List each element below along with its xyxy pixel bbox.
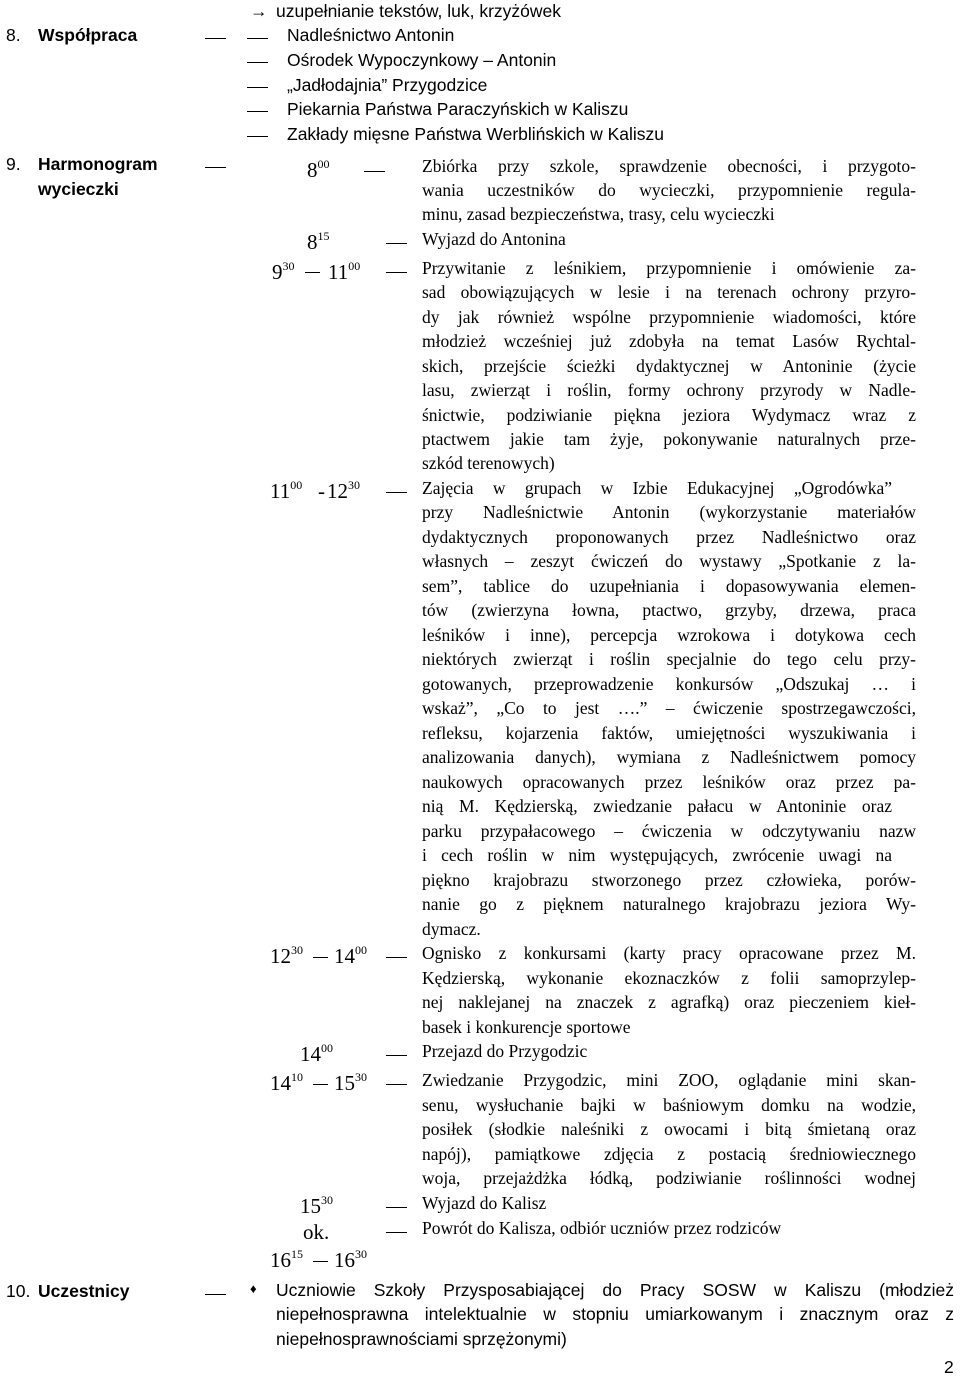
activity-text: Zbiórka przy szkole, sprawdzenie obecności, i przygoto- <box>422 156 916 176</box>
activity-text: sad obowiązujących w lesie i na terenach ochrony przyro- <box>422 282 916 302</box>
time-range-sep <box>313 1084 328 1085</box>
s8-item-dash <box>247 38 268 39</box>
activity-text: basek i konkurencje sportowe <box>422 1017 631 1037</box>
activity-text: Zwiedzanie Przygodzic, mini ZOO, oglądanie mini skan- <box>422 1070 916 1090</box>
time-dash <box>386 1055 407 1056</box>
time-range-end: $12^{30}$ <box>327 478 360 503</box>
s8-item: Ośrodek Wypoczynkowy – Antonin <box>287 50 557 70</box>
activity-text: woja, przejażdżka łódką, podziwianie roślinności wodnej <box>422 1168 916 1188</box>
activity-text: sem”, tablice do uzupełniania i dopasowywania elemen- <box>422 576 916 596</box>
activity-text: Wyjazd do Antonina <box>422 229 566 249</box>
activity-text: Przywitanie z leśnikiem, przypomnienie i omówienie za- <box>422 258 916 278</box>
time-range-end: $14^{00}$ <box>334 943 367 968</box>
activity-text: własnych – zeszyt ćwiczeń do wystawy „Spotkanie z la- <box>422 551 916 571</box>
participants-text: niepełnosprawna intelektualnie w stopniu umiarkowanym i znacznym oraz z <box>276 1304 954 1324</box>
activity-text: minu, zasad bezpieczeństwa, trasy, celu wycieczki <box>422 204 775 224</box>
page-number: 2 <box>944 1357 954 1377</box>
activity-text: skich, przejście ścieżki dydaktycznej w Antoninie (życie <box>422 356 916 376</box>
s8-item: Piekarnia Państwa Paraczyńskich w Kaliszu <box>287 99 629 119</box>
activity-text: wania uczestników do wycieczki, przypomnienie regula- <box>422 180 916 200</box>
activity-text: Powrót do Kalisza, odbiór uczniów przez rodziców <box>422 1218 782 1238</box>
section-10-title: Uczestnicy <box>38 1281 130 1301</box>
activity-text: Wyjazd do Kalisz <box>422 1193 547 1213</box>
section-9-title-line2: wycieczki <box>38 179 119 199</box>
section-8-dash <box>205 38 226 39</box>
activity-text: gotowanych, przeprowadzenie konkursów „Odszukaj … i <box>422 674 916 694</box>
activity-text: senu, wysłuchanie bajki w baśniowym domku na wodzie, <box>422 1095 916 1115</box>
time-start: $15^{30}$ <box>300 1193 333 1218</box>
s8-item-dash <box>247 62 268 63</box>
activity-text: parku przypałacowego – ćwiczenia w odczytywaniu nazw <box>422 821 916 841</box>
time-dash <box>386 492 407 493</box>
activity-text: lasu, zwierząt i roślin, formy ochrony przyrody w Nadle- <box>422 380 916 400</box>
activity-text: wskaż”, „Co to jest ….” – ćwiczenie spostrzegawczości, <box>422 698 916 718</box>
activity-text: szkód terenowych) <box>422 453 555 473</box>
activity-text: Kędzierską, wykonanie ekoznaczków z folii samoprzylep- <box>422 968 916 988</box>
participants-text: Uczniowie Szkoły Przysposabiającej do Pracy SOSW w Kaliszu (młodzież <box>276 1280 954 1300</box>
activity-text: nej naklejanej na znaczek z agrafką) oraz pieczeniem kieł- <box>422 992 916 1012</box>
activity-text: Zajęcia w grupach w Izbie Edukacyjnej „Ogrodówka” <box>422 478 892 498</box>
activity-text: nią M. Kędzierską, zwiedzanie pałacu w Antoninie oraz <box>422 796 892 816</box>
time-range-sep: - <box>318 479 325 503</box>
top-text: uzupełnianie tekstów, luk, krzyżówek <box>276 1 561 21</box>
activity-text: Przejazd do Przygodzic <box>422 1041 588 1061</box>
time-range-sep <box>313 957 328 958</box>
activity-text: dymacz. <box>422 919 481 939</box>
section-9-dash <box>205 167 226 168</box>
activity-text: refleksu, kojarzenia faktów, umiejętności wyszukiwania i <box>422 723 916 743</box>
activity-text: Ognisko z konkursami (karty pracy opracowane przez M. <box>422 943 916 963</box>
time-dash <box>386 1207 407 1208</box>
activity-text: nanie go z pięknem naturalnego krajobrazu jeziora Wy- <box>422 894 916 914</box>
s8-item-dash <box>247 87 268 88</box>
activity-text: śnictwie, podziwianie piękna jeziora Wydymacz wraz z <box>422 405 916 425</box>
time-range: $14^{10}$ <box>270 1070 303 1095</box>
top-arrow: → <box>250 1 268 21</box>
section-10-dash <box>205 1294 226 1295</box>
section-9-title: Harmonogram <box>38 154 158 174</box>
time-prefix: ok. <box>303 1220 330 1244</box>
activity-text: naukowych opracowanych przez leśników oraz przez pa- <box>422 772 916 792</box>
s8-item-dash <box>247 136 268 137</box>
time-range: $16^{15}$ <box>270 1247 303 1272</box>
activity-text: napój), pamiątkowe zdjęcia z postacią średniowiecznego <box>422 1144 916 1164</box>
time-range: $11^{00}$ <box>270 478 303 503</box>
time-dash <box>386 272 407 273</box>
time-dash <box>386 1084 407 1085</box>
activity-text: tów (zwierzyna łowna, ptactwo, grzyby, drzewa, praca <box>422 600 916 620</box>
time-dash <box>386 957 407 958</box>
section-8-title: Współpraca <box>38 25 138 45</box>
time-range-end: $15^{30}$ <box>334 1070 367 1095</box>
time-dash <box>386 243 407 244</box>
time-start: $14^{00}$ <box>300 1041 333 1066</box>
s8-item: Zakłady mięsne Państwa Werblińskich w Kaliszu <box>287 124 665 144</box>
time-range-sep <box>313 1261 328 1262</box>
bullet-icon: ♦ <box>250 1281 257 1296</box>
time-range-end: $11^{00}$ <box>328 259 361 284</box>
s8-item: Nadleśnictwo Antonin <box>287 25 455 45</box>
activity-text: i cech roślin w nim występujących, zwrócenie uwagi na <box>422 845 892 865</box>
section-9-number: 9. <box>6 154 21 174</box>
time-start: $8^{00}$ <box>307 157 330 182</box>
activity-text: dy jak również wspólne przypomnienie wiadomości, które <box>422 307 916 327</box>
time-start: $8^{15}$ <box>307 229 330 254</box>
participants-text: niepełnosprawnościami sprzężonymi) <box>276 1329 567 1349</box>
activity-text: posiłek (słodkie naleśniki z owocami i bitą śmietaną oraz <box>422 1119 916 1139</box>
activity-text: ptactwem jakie tam żyje, pokonywanie naturalnych prze- <box>422 429 916 449</box>
s8-item: „Jadłodajnia” Przygodzice <box>287 75 488 95</box>
time-range-end: $16^{30}$ <box>334 1247 367 1272</box>
s8-item-dash <box>247 111 268 112</box>
activity-text: leśników i inne), percepcja wzrokowa i dotykowa cech <box>422 625 916 645</box>
activity-text: analizowania danych), wymiana z Nadleśnictwem pomocy <box>422 747 916 767</box>
activity-text: piękno krajobrazu stworzonego przez człowieka, porów- <box>422 870 916 890</box>
time-range-sep <box>305 272 320 273</box>
activity-text: niektórych zwierząt i roślin specjalnie do tego celu przy- <box>422 649 916 669</box>
activity-text: dydaktycznych proponowanych przez Nadleśnictwo oraz <box>422 527 916 547</box>
time-dash <box>364 171 385 172</box>
time-dash <box>386 1232 407 1233</box>
time-range: $9^{30}$ <box>272 259 295 284</box>
section-8-number: 8. <box>6 25 21 45</box>
activity-text: przy Nadleśnictwie Antonin (wykorzystanie materiałów <box>422 502 916 522</box>
section-10-number: 10. <box>6 1281 31 1301</box>
time-range: $12^{30}$ <box>270 943 303 968</box>
activity-text: młodzież wcześniej już zdobyła na temat Lasów Rychtal- <box>422 331 916 351</box>
